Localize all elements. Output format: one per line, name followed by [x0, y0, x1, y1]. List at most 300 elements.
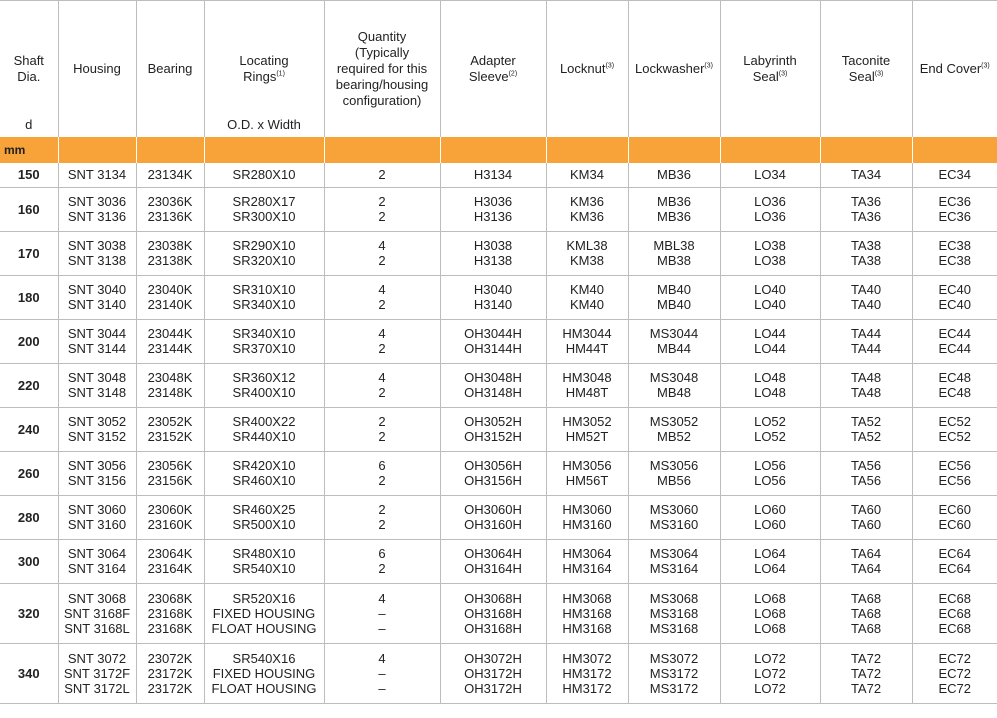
housing-line: SNT 3152 [67, 429, 127, 444]
end-cover-line: EC38 [938, 238, 972, 253]
housing-cell [58, 163, 136, 187]
housing-line: SNT 3048 [67, 370, 127, 385]
locknut-line: KML38 [566, 238, 608, 253]
taconite-seal-line: TA72 [850, 680, 882, 696]
housing-line: SNT 3172L [64, 680, 130, 696]
taconite-seal-line: TA44 [850, 341, 882, 356]
shaft-dia-cell: 260 [0, 451, 58, 495]
unit-label: mm [0, 137, 58, 163]
bearing-cell [136, 451, 204, 495]
locating-rings-line: SR400X10 [232, 385, 296, 400]
locating-rings-line: SR460X25 [232, 502, 296, 517]
housing-line: SNT 3036 [67, 194, 127, 209]
locating-rings-line: FIXED HOUSING [212, 605, 316, 621]
adapter-sleeve-line: OH3060H [464, 502, 522, 517]
labyrinth-seal-cell [720, 231, 820, 275]
bearing-line: 23172K [147, 665, 193, 681]
taconite-seal-line: TA72 [850, 650, 882, 666]
adapter-sleeve-cell [440, 643, 546, 703]
labyrinth-seal-line: LO68 [754, 590, 786, 606]
lockwasher-cell [628, 187, 720, 231]
taconite-seal-line: TA48 [850, 385, 882, 400]
taconite-seal-line: TA68 [850, 605, 882, 621]
locating-rings-line: SR500X10 [232, 517, 296, 532]
lockwasher-cell [628, 495, 720, 539]
end-cover-cell [912, 583, 997, 643]
housing-cell [58, 583, 136, 643]
locating-rings-line: SR420X10 [232, 458, 296, 473]
locating-rings-line: SR520X16 [232, 590, 296, 606]
bearing-cell [136, 539, 204, 583]
adapter-sleeve-line: OH3072H [464, 650, 522, 666]
quantity-line: 2 [378, 429, 386, 444]
housing-line: SNT 3040 [67, 282, 127, 297]
adapter-sleeve-line: OH3168H [464, 620, 522, 636]
taconite-seal-line: TA68 [850, 620, 882, 636]
locknut-line: HM3056 [562, 458, 612, 473]
locknut-line: HM3172 [562, 665, 612, 681]
locating-rings-line: SR280X10 [232, 167, 296, 183]
labyrinth-seal-line: LO56 [754, 458, 786, 473]
quantity-line: 4 [378, 238, 386, 253]
locknut-line: HM3160 [562, 517, 612, 532]
table-row [0, 231, 997, 275]
table-row [0, 583, 997, 643]
bearing-cell [136, 275, 204, 319]
adapter-sleeve-cell [440, 187, 546, 231]
taconite-seal-line: TA52 [850, 414, 882, 429]
bearing-line: 23152K [147, 429, 193, 444]
lockwasher-line: MS3172 [649, 680, 699, 696]
locating-rings-cell [204, 643, 324, 703]
locating-rings-line: SR340X10 [232, 326, 296, 341]
housing-line: SNT 3144 [67, 341, 127, 356]
lockwasher-cell [628, 643, 720, 703]
locknut-line: KM34 [570, 167, 604, 183]
adapter-sleeve-cell [440, 495, 546, 539]
housing-line: SNT 3138 [67, 253, 127, 268]
lockwasher-cell [628, 451, 720, 495]
locknut-line: KM40 [570, 282, 604, 297]
labyrinth-seal-line: LO60 [754, 517, 786, 532]
labyrinth-seal-cell [720, 187, 820, 231]
housing-line: SNT 3052 [67, 414, 127, 429]
labyrinth-seal-cell [720, 643, 820, 703]
locating-rings-line: SR540X10 [232, 561, 296, 576]
locknut-line: HM48T [565, 385, 609, 400]
locknut-line: HM56T [565, 473, 609, 488]
locating-rings-line: SR360X12 [232, 370, 296, 385]
adapter-sleeve-cell [440, 319, 546, 363]
labyrinth-seal-line: LO72 [754, 680, 786, 696]
labyrinth-seal-cell [720, 451, 820, 495]
header-locating-sub: O.D. x Width [227, 117, 301, 132]
header-end-cover: End Cover$^{(3)}$ [912, 1, 997, 138]
end-cover-cell [912, 275, 997, 319]
taconite-seal-line: TA38 [850, 238, 882, 253]
taconite-seal-line: TA36 [850, 194, 882, 209]
quantity-line: 4 [378, 650, 386, 666]
housing-line: SNT 3038 [67, 238, 127, 253]
adapter-sleeve-cell [440, 583, 546, 643]
locknut-cell [546, 583, 628, 643]
lockwasher-line: MS3064 [649, 546, 699, 561]
locating-rings-cell [204, 583, 324, 643]
quantity-cell [324, 163, 440, 187]
end-cover-line: EC52 [938, 414, 972, 429]
bearing-cell [136, 163, 204, 187]
labyrinth-seal-cell [720, 407, 820, 451]
end-cover-line: EC68 [938, 620, 972, 636]
header-shaft-dia: Shaft Dia. d [0, 1, 58, 138]
lockwasher-line: MS3072 [649, 650, 699, 666]
labyrinth-seal-cell [720, 495, 820, 539]
end-cover-line: EC60 [938, 502, 972, 517]
locating-rings-line: FLOAT HOUSING [211, 680, 317, 696]
adapter-sleeve-line: OH3068H [464, 590, 522, 606]
locating-rings-line: SR290X10 [232, 238, 296, 253]
housing-cell [58, 275, 136, 319]
adapter-sleeve-line: H3138 [473, 253, 513, 268]
end-cover-line: EC48 [938, 370, 972, 385]
taconite-seal-cell [820, 495, 912, 539]
adapter-sleeve-line: OH3152H [464, 429, 522, 444]
shaft-dia-cell: 340 [0, 643, 58, 703]
end-cover-line: EC40 [938, 297, 972, 312]
quantity-line: – [378, 680, 386, 696]
bearing-line: 23172K [147, 680, 193, 696]
shaft-dia-cell: 150 [17, 167, 40, 183]
table-row [0, 319, 997, 363]
housing-line: SNT 3160 [67, 517, 127, 532]
lockwasher-line: MS3060 [649, 502, 699, 517]
adapter-sleeve-line: OH3160H [464, 517, 522, 532]
adapter-sleeve-cell [440, 231, 546, 275]
bearing-cell [136, 407, 204, 451]
taconite-seal-line: TA40 [850, 282, 882, 297]
labyrinth-seal-line: LO44 [754, 326, 786, 341]
lockwasher-line: MS3168 [649, 620, 699, 636]
table-row [0, 539, 997, 583]
locknut-line: HM3052 [562, 414, 612, 429]
locknut-line: KM40 [570, 297, 604, 312]
lockwasher-line: MB56 [657, 473, 691, 488]
taconite-seal-cell [820, 539, 912, 583]
end-cover-line: EC48 [938, 385, 972, 400]
locknut-line: HM3064 [562, 546, 612, 561]
labyrinth-seal-line: LO52 [754, 414, 786, 429]
bearing-line: 23168K [147, 620, 193, 636]
lockwasher-line: MS3052 [649, 414, 699, 429]
adapter-sleeve-line: OH3172H [464, 680, 522, 696]
taconite-seal-line: TA64 [850, 561, 882, 576]
labyrinth-seal-line: LO38 [754, 253, 786, 268]
taconite-seal-line: TA56 [850, 473, 882, 488]
taconite-seal-line: TA36 [850, 209, 882, 224]
locknut-line: HM3168 [562, 620, 612, 636]
locating-rings-line: SR280X17 [232, 194, 296, 209]
end-cover-line: EC40 [938, 282, 972, 297]
adapter-sleeve-line: OH3172H [464, 665, 522, 681]
lockwasher-line: MS3056 [649, 458, 699, 473]
locating-rings-line: SR400X22 [232, 414, 296, 429]
end-cover-cell [912, 231, 997, 275]
locating-rings-cell [204, 275, 324, 319]
adapter-sleeve-line: OH3044H [464, 326, 522, 341]
locating-rings-cell [204, 363, 324, 407]
locknut-cell [546, 275, 628, 319]
end-cover-cell [912, 539, 997, 583]
header-adapter-sleeve: Adapter Sleeve$^{(2)}$ [440, 1, 546, 138]
locating-rings-cell [204, 163, 324, 187]
locating-rings-cell [204, 451, 324, 495]
housing-line: SNT 3136 [67, 209, 127, 224]
lockwasher-cell [628, 163, 720, 187]
labyrinth-seal-line: LO64 [754, 561, 786, 576]
end-cover-line: EC60 [938, 517, 972, 532]
labyrinth-seal-cell [720, 275, 820, 319]
housing-line: SNT 3168F [63, 605, 131, 621]
table-row [0, 363, 997, 407]
labyrinth-seal-line: LO38 [754, 238, 786, 253]
housing-line: SNT 3168L [64, 620, 130, 636]
taconite-seal-line: TA60 [850, 517, 882, 532]
bearing-line: 23156K [147, 473, 193, 488]
locknut-cell [546, 363, 628, 407]
housing-cell [58, 187, 136, 231]
header-quantity: Quantity (Typically required for this bearing/housing configuration) [324, 1, 440, 138]
header-housing: Housing [58, 1, 136, 138]
locating-rings-cell [204, 319, 324, 363]
quantity-line: 2 [378, 209, 386, 224]
quantity-cell [324, 495, 440, 539]
lockwasher-cell [628, 319, 720, 363]
header-labyrinth-seal: Labyrinth Seal$^{(3)}$ [720, 1, 820, 138]
quantity-line: 4 [378, 370, 386, 385]
locating-rings-line: SR480X10 [232, 546, 296, 561]
end-cover-line: EC36 [938, 209, 972, 224]
housing-cell [58, 363, 136, 407]
end-cover-cell [912, 495, 997, 539]
adapter-sleeve-line: OH3052H [464, 414, 522, 429]
housing-line: SNT 3172F [63, 665, 131, 681]
taconite-seal-line: TA72 [850, 665, 882, 681]
bearing-line: 23136K [147, 209, 193, 224]
locating-rings-line: FIXED HOUSING [212, 665, 316, 681]
bearing-line: 23168K [147, 605, 193, 621]
table-body [0, 163, 997, 703]
adapter-sleeve-line: OH3048H [464, 370, 522, 385]
housing-line: SNT 3140 [67, 297, 127, 312]
labyrinth-seal-line: LO52 [754, 429, 786, 444]
lockwasher-line: MS3044 [649, 326, 699, 341]
housing-line: SNT 3064 [67, 546, 127, 561]
bearing-cell [136, 231, 204, 275]
lockwasher-line: MB52 [657, 429, 691, 444]
bearing-line: 23052K [147, 414, 193, 429]
end-cover-line: EC38 [938, 253, 972, 268]
bearing-line: 23144K [147, 341, 193, 356]
locknut-line: HM3164 [562, 561, 612, 576]
bearing-line: 23040K [147, 282, 193, 297]
header-locknut: Locknut$^{(3)}$ [546, 1, 628, 138]
labyrinth-seal-line: LO72 [754, 650, 786, 666]
shaft-dia-cell: 240 [0, 407, 58, 451]
housing-line: SNT 3156 [67, 473, 127, 488]
lockwasher-line: MB40 [657, 297, 691, 312]
locknut-cell [546, 495, 628, 539]
quantity-cell [324, 539, 440, 583]
adapter-sleeve-cell [440, 451, 546, 495]
adapter-sleeve-line: OH3156H [464, 473, 522, 488]
header-locating-rings: Locating Rings$^{(1)}$ O.D. x Width [204, 1, 324, 138]
bearing-cell [136, 583, 204, 643]
labyrinth-seal-line: LO48 [754, 385, 786, 400]
lockwasher-line: MS3172 [649, 665, 699, 681]
labyrinth-seal-cell [720, 319, 820, 363]
bearing-line: 23036K [147, 194, 193, 209]
housing-cell [58, 643, 136, 703]
labyrinth-seal-cell [720, 163, 820, 187]
taconite-seal-line: TA52 [850, 429, 882, 444]
locating-rings-cell [204, 539, 324, 583]
end-cover-line: EC68 [938, 590, 972, 606]
end-cover-cell [912, 643, 997, 703]
locating-rings-line: FLOAT HOUSING [211, 620, 317, 636]
housing-line: SNT 3044 [67, 326, 127, 341]
adapter-sleeve-line: H3036 [473, 194, 513, 209]
housing-line: SNT 3134 [67, 167, 127, 183]
quantity-line: 6 [378, 546, 386, 561]
lockwasher-cell [628, 407, 720, 451]
end-cover-cell [912, 407, 997, 451]
locating-rings-cell [204, 407, 324, 451]
quantity-cell [324, 451, 440, 495]
housing-line: SNT 3068 [67, 590, 127, 606]
end-cover-line: EC72 [938, 680, 972, 696]
quantity-line: 2 [378, 385, 386, 400]
locating-rings-line: SR540X16 [232, 650, 296, 666]
adapter-sleeve-cell [440, 275, 546, 319]
bearing-cell [136, 495, 204, 539]
locating-rings-line: SR370X10 [232, 341, 296, 356]
lockwasher-line: MB44 [657, 341, 691, 356]
table-row [0, 275, 997, 319]
housing-cell [58, 539, 136, 583]
taconite-seal-line: TA68 [850, 590, 882, 606]
housing-line: SNT 3060 [67, 502, 127, 517]
quantity-cell [324, 583, 440, 643]
quantity-line: – [378, 620, 386, 636]
end-cover-line: EC44 [938, 326, 972, 341]
locknut-cell [546, 163, 628, 187]
taconite-seal-line: TA40 [850, 297, 882, 312]
taconite-seal-cell [820, 583, 912, 643]
lockwasher-line: MS3164 [649, 561, 699, 576]
adapter-sleeve-cell [440, 407, 546, 451]
locknut-line: KM36 [570, 209, 604, 224]
labyrinth-seal-cell [720, 583, 820, 643]
quantity-line: 2 [378, 341, 386, 356]
bearing-cell [136, 643, 204, 703]
adapter-sleeve-line: OH3148H [464, 385, 522, 400]
locknut-line: HM3072 [562, 650, 612, 666]
labyrinth-seal-line: LO72 [754, 665, 786, 681]
housing-line: SNT 3164 [67, 561, 127, 576]
adapter-sleeve-line: OH3168H [464, 605, 522, 621]
taconite-seal-cell [820, 363, 912, 407]
locating-rings-line: SR320X10 [232, 253, 296, 268]
quantity-line: 2 [378, 297, 386, 312]
adapter-sleeve-line: H3134 [473, 167, 513, 183]
bearing-line: 23138K [147, 253, 193, 268]
quantity-cell [324, 319, 440, 363]
locknut-line: HM3044 [562, 326, 612, 341]
adapter-sleeve-line: H3038 [473, 238, 513, 253]
end-cover-cell [912, 363, 997, 407]
end-cover-line: EC64 [938, 546, 972, 561]
shaft-dia-cell: 170 [0, 231, 58, 275]
locknut-line: KM38 [570, 253, 604, 268]
locknut-cell [546, 451, 628, 495]
lockwasher-line: MB38 [657, 253, 691, 268]
taconite-seal-line: TA64 [850, 546, 882, 561]
housing-line: SNT 3072 [67, 650, 127, 666]
housing-cell [58, 319, 136, 363]
quantity-line: 2 [378, 414, 386, 429]
locating-rings-line: SR440X10 [232, 429, 296, 444]
bearing-line: 23068K [147, 590, 193, 606]
end-cover-line: EC52 [938, 429, 972, 444]
locknut-line: HM44T [565, 341, 609, 356]
locknut-cell [546, 187, 628, 231]
quantity-line: 2 [378, 502, 386, 517]
locknut-cell [546, 231, 628, 275]
adapter-sleeve-line: OH3064H [464, 546, 522, 561]
lockwasher-line: MS3160 [649, 517, 699, 532]
quantity-line: 6 [378, 458, 386, 473]
labyrinth-seal-line: LO40 [754, 282, 786, 297]
bearing-cell [136, 319, 204, 363]
locknut-line: HM3048 [562, 370, 612, 385]
labyrinth-seal-line: LO56 [754, 473, 786, 488]
bearing-cell [136, 187, 204, 231]
quantity-line: 2 [378, 167, 386, 183]
header-lockwasher: Lockwasher$^{(3)}$ [628, 1, 720, 138]
taconite-seal-cell [820, 231, 912, 275]
labyrinth-seal-line: LO34 [754, 167, 786, 183]
locknut-line: HM3172 [562, 680, 612, 696]
taconite-seal-line: TA44 [850, 326, 882, 341]
labyrinth-seal-cell [720, 363, 820, 407]
lockwasher-line: MB40 [657, 282, 691, 297]
lockwasher-cell [628, 275, 720, 319]
shaft-dia-cell: 320 [0, 583, 58, 643]
locating-rings-cell [204, 231, 324, 275]
housing-line: SNT 3056 [67, 458, 127, 473]
table-row [0, 163, 997, 187]
bearing-line: 23060K [147, 502, 193, 517]
quantity-cell [324, 275, 440, 319]
end-cover-line: EC56 [938, 473, 972, 488]
housing-line: SNT 3148 [67, 385, 127, 400]
locknut-line: HM3168 [562, 605, 612, 621]
lockwasher-cell [628, 539, 720, 583]
locknut-cell [546, 407, 628, 451]
taconite-seal-cell [820, 319, 912, 363]
labyrinth-seal-cell [720, 539, 820, 583]
end-cover-cell [912, 451, 997, 495]
